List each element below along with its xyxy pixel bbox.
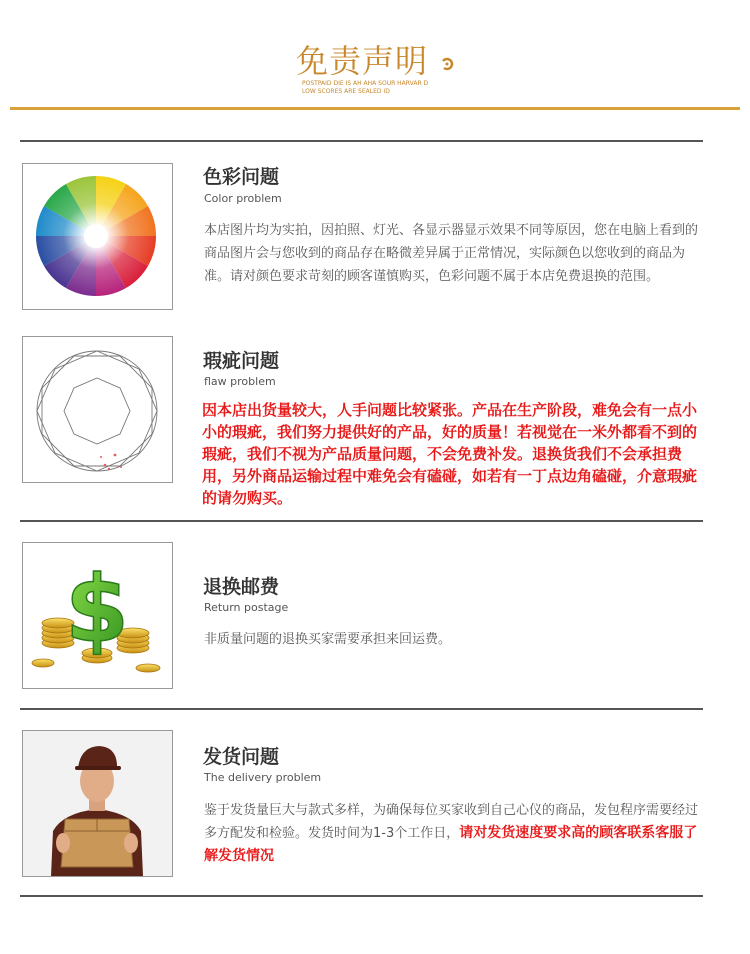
section-title-color: 色彩问题: [203, 166, 280, 188]
swirl-icon: [440, 57, 454, 71]
page-header: [0, 0, 750, 112]
section-subtitle-color: Color problem: [204, 192, 282, 205]
section-subtitle-flaw: flaw problem: [204, 375, 276, 388]
dollar-coins-icon: [23, 543, 172, 688]
page-subtitle: POSTPAID DIE IS AH AHA SOUR HARVAR D LOW SCORES ARE SEALED ID: [302, 80, 429, 95]
section-divider: [20, 140, 703, 142]
section-title-delivery: 发货问题: [203, 746, 280, 768]
delivery-image: [22, 730, 173, 877]
page-title: 免责声明: [296, 42, 429, 80]
section-subtitle-return: Return postage: [204, 601, 289, 614]
section-title-return: 退换邮费: [203, 576, 280, 598]
section-body-return: 非质量问题的退换买家需要承担来回运费。: [204, 632, 452, 647]
delivery-body-warning: 请对发货速度要求高的顾客联系客服了解发货情况: [204, 825, 698, 864]
svg-text:$: $: [64, 556, 130, 663]
diamond-outline-icon: [23, 337, 172, 482]
section-body-color: 本店图片均为实拍，因拍照、灯光、各显示器显示效果不同等原因，您在电脑上看到的商品图片会与您收到的商品存在略微差异属于正常情况，实际颜色以您收到的商品为准。请对颜色要求苛刻的顾客谨慎购买，色彩问题不属于本店免费退换的范围。: [204, 223, 699, 284]
section-body-flaw: 因本店出货量较大，人手问题比较紧张。产品在生产阶段，难免会有一点小小的瑕疵，我们努力提供好的产品，好的质量！若视觉在一米外都看不到的瑕疵，我们不视为产品质量问题，不会免费补发。退换货我们不会承担费用，另外商品运输过程中难免会有磕碰，如若有一丁点边角磕碰，介意瑕疵 的请勿购买。: [202, 401, 698, 507]
section-divider: [20, 520, 703, 522]
section-title-flaw: 瑕疵问题: [203, 350, 280, 372]
section-divider: [20, 895, 703, 897]
color-wheel-icon: [23, 164, 172, 309]
section-subtitle-delivery: The delivery problem: [204, 771, 322, 784]
delivery-man-icon: [23, 731, 172, 876]
header-divider: [10, 107, 740, 110]
diamond-image: [22, 336, 173, 483]
money-image: [22, 542, 173, 689]
section-body-delivery: [204, 799, 704, 868]
section-divider: [20, 708, 703, 710]
delivery-body-text: 鉴于发货量巨大与款式多样，为确保每位买家收到自己心仪的商品，发包程序需要经过多方配发和检验。发货时间为1-3个工作日，: [204, 803, 699, 841]
color-wheel-image: [22, 163, 173, 310]
